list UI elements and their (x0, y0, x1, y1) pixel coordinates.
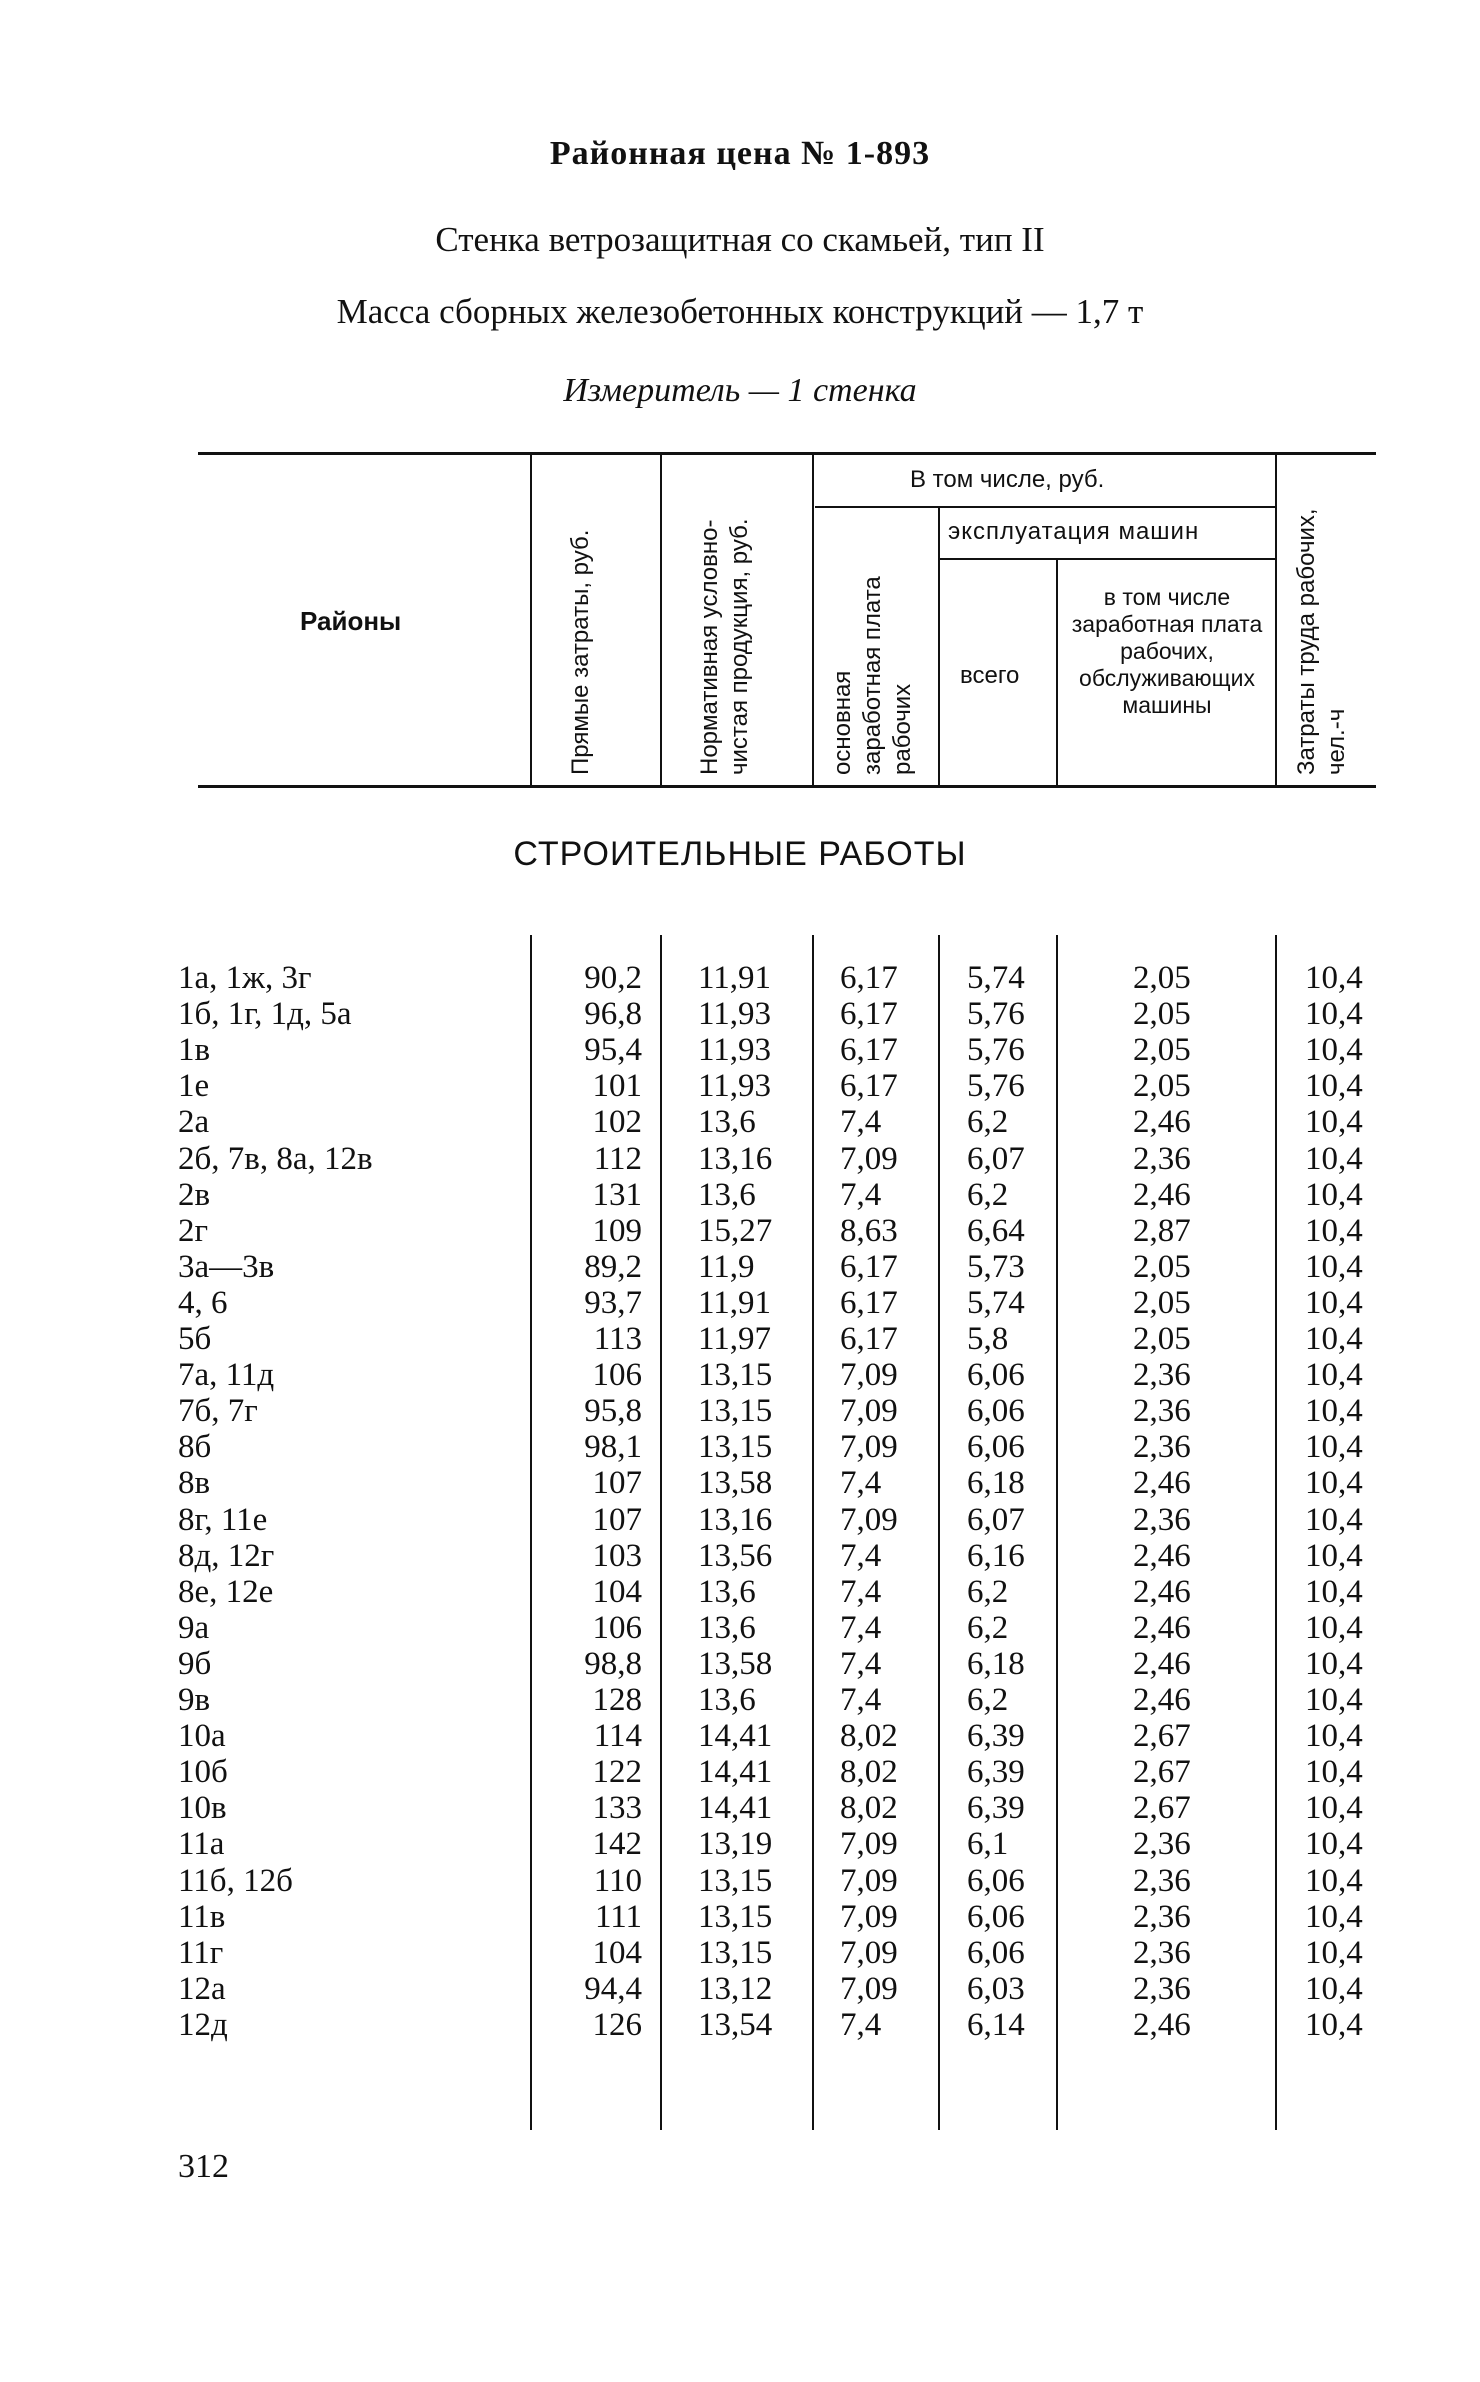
cell-normative: 13,19 (698, 1826, 773, 1863)
cell-machines-total: 6,1 (967, 1826, 1009, 1863)
cell-labor: 10,4 (1305, 1068, 1363, 1105)
cell-machines-wage: 2,67 (1133, 1790, 1191, 1827)
table-row (0, 960, 1480, 996)
header-direct-costs (566, 475, 596, 775)
cell-normative: 13,58 (698, 1645, 773, 1682)
cell-direct-costs: 110 (593, 1862, 642, 1899)
header-base-wage-text: основная заработная плата рабочих (829, 576, 916, 775)
header-total: всего (960, 662, 1020, 689)
cell-labor: 10,4 (1305, 1970, 1363, 2007)
cell-district: 8б (178, 1429, 212, 1466)
cell-machines-total: 5,76 (967, 1068, 1025, 1105)
cell-district: 11б, 12б (178, 1862, 293, 1899)
header-labor (1292, 505, 1352, 775)
cell-machines-wage: 2,67 (1133, 1754, 1191, 1791)
cell-district: 10в (178, 1790, 227, 1827)
cell-direct-costs: 95,8 (584, 1393, 642, 1430)
header-divider-3 (812, 455, 814, 785)
cell-district: 1б, 1г, 1д, 5а (178, 996, 352, 1033)
cell-machines-total: 6,07 (967, 1501, 1025, 1538)
header-machine-wage: в том числе заработная плата рабочих, обслуживающих машины (1071, 584, 1263, 718)
cell-base-wage: 7,09 (840, 1826, 898, 1863)
cell-normative: 13,15 (698, 1934, 773, 1971)
table-row (0, 1971, 1480, 2007)
table-row (0, 1646, 1480, 1682)
machines-rule (940, 558, 1275, 560)
cell-normative: 11,93 (698, 996, 772, 1033)
cell-labor: 10,4 (1305, 1357, 1363, 1394)
cell-direct-costs: 103 (592, 1537, 642, 1574)
cell-direct-costs: 128 (592, 1682, 642, 1718)
cell-direct-costs: 104 (592, 1934, 642, 1971)
cell-direct-costs: 102 (592, 1104, 642, 1141)
cell-district: 9б (178, 1645, 212, 1682)
cell-base-wage: 7,4 (840, 1176, 882, 1213)
cell-machines-wage: 2,05 (1133, 1284, 1191, 1321)
table-row (0, 1826, 1480, 1862)
cell-machines-total: 6,39 (967, 1718, 1025, 1755)
cell-direct-costs: 133 (592, 1790, 642, 1827)
header-divider-6 (1275, 455, 1277, 785)
table-row (0, 1754, 1480, 1790)
cell-machines-wage: 2,36 (1133, 1934, 1191, 1971)
cell-normative: 11,93 (698, 1068, 772, 1105)
cell-base-wage: 7,09 (840, 1862, 898, 1899)
cell-base-wage: 7,09 (840, 1934, 898, 1971)
cell-district: 3а—3в (178, 1248, 275, 1285)
cell-normative: 14,41 (698, 1754, 773, 1791)
cell-machines-total: 6,39 (967, 1754, 1025, 1791)
cell-labor: 10,4 (1305, 1321, 1363, 1357)
header-divider-4 (938, 508, 940, 785)
cell-base-wage: 7,4 (840, 1573, 882, 1610)
cell-machines-total: 6,07 (967, 1140, 1025, 1177)
table-row (0, 1465, 1480, 1501)
cell-machines-wage: 2,36 (1133, 1140, 1191, 1177)
cell-base-wage: 7,4 (840, 1104, 882, 1141)
table-row (0, 2007, 1480, 2043)
table-row (0, 1429, 1480, 1465)
cell-machines-wage: 2,46 (1133, 1465, 1191, 1502)
cell-labor: 10,4 (1305, 1862, 1363, 1899)
header-divider-2 (660, 455, 662, 785)
table-row (0, 1032, 1480, 1068)
cell-machines-wage: 2,36 (1133, 1501, 1191, 1538)
table-row (0, 1863, 1480, 1899)
section-title: СТРОИТЕЛЬНЫЕ РАБОТЫ (513, 835, 967, 873)
cell-machines-wage: 2,05 (1133, 960, 1191, 996)
cell-direct-costs: 90,2 (584, 960, 642, 996)
cell-labor: 10,4 (1305, 1718, 1363, 1755)
cell-labor: 10,4 (1305, 1465, 1363, 1502)
cell-district: 8д, 12г (178, 1537, 275, 1574)
cell-base-wage: 7,09 (840, 1429, 898, 1466)
cell-normative: 13,58 (698, 1465, 773, 1502)
cell-base-wage: 7,09 (840, 1357, 898, 1394)
cell-direct-costs: 106 (592, 1357, 642, 1394)
cell-base-wage: 8,02 (840, 1718, 898, 1755)
cell-labor: 10,4 (1305, 960, 1363, 996)
cell-district: 12д (178, 2006, 228, 2043)
cell-base-wage: 8,02 (840, 1790, 898, 1827)
cell-machines-total: 6,18 (967, 1465, 1025, 1502)
cell-machines-total: 6,2 (967, 1609, 1009, 1646)
cell-direct-costs: 94,4 (584, 1970, 642, 2007)
cell-machines-total: 5,76 (967, 1032, 1025, 1069)
cell-direct-costs: 142 (592, 1826, 642, 1863)
header-divider-1 (530, 455, 532, 785)
cell-base-wage: 6,17 (840, 960, 898, 996)
cell-normative: 13,6 (698, 1573, 756, 1610)
cell-district: 8е, 12е (178, 1573, 274, 1610)
cell-normative: 11,93 (698, 1032, 772, 1069)
cell-direct-costs: 106 (592, 1609, 642, 1646)
cell-normative: 13,54 (698, 2006, 773, 2043)
cell-district: 2а (178, 1104, 210, 1141)
table-row (0, 1213, 1480, 1249)
header-direct-costs-text: Прямые затраты, руб. (567, 529, 594, 775)
cell-district: 7а, 11д (178, 1357, 275, 1394)
cell-machines-wage: 2,36 (1133, 1970, 1191, 2007)
cell-machines-wage: 2,46 (1133, 1609, 1191, 1646)
cell-normative: 13,6 (698, 1609, 756, 1646)
cell-machines-wage: 2,36 (1133, 1898, 1191, 1935)
cell-machines-total: 6,06 (967, 1393, 1025, 1430)
cell-machines-wage: 2,05 (1133, 1321, 1191, 1357)
cell-machines-total: 6,06 (967, 1934, 1025, 1971)
cell-labor: 10,4 (1305, 1284, 1363, 1321)
cell-district: 5б (178, 1321, 212, 1357)
cell-machines-total: 6,06 (967, 1898, 1025, 1935)
cell-base-wage: 7,09 (840, 1140, 898, 1177)
cell-district: 1а, 1ж, 3г (178, 960, 312, 996)
cell-labor: 10,4 (1305, 1754, 1363, 1791)
cell-machines-wage: 2,05 (1133, 1248, 1191, 1285)
cell-normative: 15,27 (698, 1212, 773, 1249)
cell-machines-wage: 2,46 (1133, 1573, 1191, 1610)
cell-labor: 10,4 (1305, 1573, 1363, 1610)
cell-machines-wage: 2,87 (1133, 1212, 1191, 1249)
cell-district: 2б, 7в, 8а, 12в (178, 1140, 373, 1177)
cell-district: 2в (178, 1176, 211, 1213)
cell-machines-wage: 2,46 (1133, 1682, 1191, 1718)
cell-base-wage: 8,02 (840, 1754, 898, 1791)
cell-machines-wage: 2,46 (1133, 2006, 1191, 2043)
cell-machines-wage: 2,36 (1133, 1862, 1191, 1899)
page-title: Районная цена № 1-893 (549, 135, 931, 172)
cell-district: 11г (178, 1934, 224, 1971)
header-districts: Районы (300, 606, 402, 636)
cell-normative: 13,15 (698, 1393, 773, 1430)
unit-line: Измеритель — 1 стенка (563, 372, 917, 409)
cell-district: 8г, 11е (178, 1501, 268, 1538)
table-row (0, 996, 1480, 1032)
cell-machines-total: 6,14 (967, 2006, 1025, 2043)
cell-normative: 11,97 (698, 1321, 772, 1357)
cell-machines-wage: 2,46 (1133, 1645, 1191, 1682)
cell-district: 10б (178, 1754, 228, 1791)
header-machine-operation: эксплуатация машин (948, 518, 1200, 545)
cell-machines-total: 6,06 (967, 1429, 1025, 1466)
cell-base-wage: 7,09 (840, 1970, 898, 2007)
cell-machines-total: 6,64 (967, 1212, 1025, 1249)
cell-machines-total: 6,2 (967, 1573, 1009, 1610)
cell-machines-wage: 2,05 (1133, 996, 1191, 1033)
cell-labor: 10,4 (1305, 1248, 1363, 1285)
cell-labor: 10,4 (1305, 1429, 1363, 1466)
cell-labor: 10,4 (1305, 1501, 1363, 1538)
cell-direct-costs: 113 (593, 1321, 642, 1357)
cell-machines-total: 6,18 (967, 1645, 1025, 1682)
cell-machines-wage: 2,05 (1133, 1068, 1191, 1105)
cell-labor: 10,4 (1305, 1898, 1363, 1935)
cell-normative: 11,91 (698, 1284, 772, 1321)
cell-district: 9а (178, 1609, 210, 1646)
cell-direct-costs: 107 (592, 1501, 642, 1538)
cell-district: 4, 6 (178, 1284, 228, 1321)
cell-direct-costs: 114 (593, 1718, 642, 1755)
cell-base-wage: 7,4 (840, 1609, 882, 1646)
table-row (0, 1682, 1480, 1718)
cell-direct-costs: 111 (594, 1898, 642, 1935)
cell-machines-total: 6,2 (967, 1176, 1009, 1213)
cell-direct-costs: 107 (592, 1465, 642, 1502)
cell-direct-costs: 131 (592, 1176, 642, 1213)
cell-base-wage: 7,4 (840, 1537, 882, 1574)
table-row (0, 1718, 1480, 1754)
table-row (0, 1502, 1480, 1538)
cell-direct-costs: 89,2 (584, 1248, 642, 1285)
cell-district: 10а (178, 1718, 226, 1755)
cell-labor: 10,4 (1305, 1176, 1363, 1213)
cell-direct-costs: 112 (593, 1140, 642, 1177)
cell-labor: 10,4 (1305, 1212, 1363, 1249)
cell-base-wage: 8,63 (840, 1212, 898, 1249)
cell-base-wage: 7,09 (840, 1501, 898, 1538)
cell-direct-costs: 122 (592, 1754, 642, 1791)
cell-base-wage: 6,17 (840, 1032, 898, 1069)
table-row (0, 1935, 1480, 1971)
cell-machines-wage: 2,36 (1133, 1429, 1191, 1466)
cell-direct-costs: 126 (592, 2006, 642, 2043)
cell-machines-wage: 2,46 (1133, 1104, 1191, 1141)
header-divider-5 (1056, 560, 1058, 785)
table-row (0, 1177, 1480, 1213)
cell-labor: 10,4 (1305, 1104, 1363, 1141)
cell-district: 9в (178, 1682, 211, 1718)
table-row (0, 1790, 1480, 1826)
header-base-wage (828, 550, 918, 775)
cell-machines-total: 5,74 (967, 960, 1025, 996)
cell-labor: 10,4 (1305, 996, 1363, 1033)
cell-normative: 14,41 (698, 1718, 773, 1755)
cell-machines-total: 6,06 (967, 1357, 1025, 1394)
cell-normative: 13,6 (698, 1176, 756, 1213)
cell-normative: 13,6 (698, 1104, 756, 1141)
table-row (0, 1899, 1480, 1935)
header-normative (695, 465, 755, 775)
cell-machines-wage: 2,46 (1133, 1537, 1191, 1574)
cell-labor: 10,4 (1305, 1790, 1363, 1827)
cell-machines-wage: 2,05 (1133, 1032, 1191, 1069)
cell-district: 1в (178, 1032, 211, 1069)
cell-direct-costs: 98,8 (584, 1645, 642, 1682)
cell-direct-costs: 98,1 (584, 1429, 642, 1466)
cell-district: 11а (178, 1826, 225, 1863)
cell-machines-total: 6,03 (967, 1970, 1025, 2007)
cell-normative: 13,56 (698, 1537, 773, 1574)
table-row (0, 1357, 1480, 1393)
cell-machines-wage: 2,36 (1133, 1826, 1191, 1863)
cell-machines-total: 5,73 (967, 1248, 1025, 1285)
header-bottom-rule (198, 785, 1376, 788)
mass-line: Масса сборных железобетонных конструкций — 1,7 т (336, 292, 1144, 331)
cell-district: 12а (178, 1970, 226, 2007)
cell-labor: 10,4 (1305, 1537, 1363, 1574)
cell-base-wage: 7,09 (840, 1898, 898, 1935)
cell-machines-wage: 2,67 (1133, 1718, 1191, 1755)
cell-machines-total: 5,76 (967, 996, 1025, 1033)
cell-base-wage: 7,09 (840, 1393, 898, 1430)
cell-base-wage: 6,17 (840, 1248, 898, 1285)
cell-district: 7б, 7г (178, 1393, 258, 1430)
cell-base-wage: 7,4 (840, 1465, 882, 1502)
cell-district: 1е (178, 1068, 210, 1105)
cell-direct-costs: 95,4 (584, 1032, 642, 1069)
cell-district: 8в (178, 1465, 211, 1502)
cell-labor: 10,4 (1305, 1609, 1363, 1646)
including-rule (815, 506, 1275, 508)
table-row (0, 1141, 1480, 1177)
cell-machines-wage: 2,46 (1133, 1176, 1191, 1213)
cell-machines-total: 6,16 (967, 1537, 1025, 1574)
cell-base-wage: 6,17 (840, 1321, 898, 1357)
cell-district: 2г (178, 1212, 209, 1249)
cell-normative: 13,6 (698, 1682, 756, 1718)
cell-normative: 13,12 (698, 1970, 773, 2007)
cell-direct-costs: 96,8 (584, 996, 642, 1033)
page-number: 312 (178, 2148, 229, 2185)
table-row (0, 1321, 1480, 1357)
cell-direct-costs: 104 (592, 1573, 642, 1610)
table-row (0, 1610, 1480, 1646)
cell-normative: 13,15 (698, 1357, 773, 1394)
cell-normative: 11,91 (698, 960, 772, 996)
cell-direct-costs: 101 (592, 1068, 642, 1105)
cell-labor: 10,4 (1305, 1140, 1363, 1177)
header-labor-text: Затраты труда рабочих, чел.-ч (1293, 508, 1350, 775)
cell-machines-total: 6,2 (967, 1682, 1009, 1718)
cell-machines-total: 6,06 (967, 1862, 1025, 1899)
cell-labor: 10,4 (1305, 2006, 1363, 2043)
cell-labor: 10,4 (1305, 1682, 1363, 1718)
cell-machines-wage: 2,36 (1133, 1393, 1191, 1430)
table-row (0, 1393, 1480, 1429)
cell-direct-costs: 93,7 (584, 1284, 642, 1321)
table-row (0, 1574, 1480, 1610)
cell-normative: 13,15 (698, 1898, 773, 1935)
cell-labor: 10,4 (1305, 1032, 1363, 1069)
cell-base-wage: 6,17 (840, 996, 898, 1033)
cell-machines-total: 6,2 (967, 1104, 1009, 1141)
header-normative-text: Нормативная условно-чистая продукция, руб. (696, 518, 753, 775)
cell-district: 11в (178, 1898, 226, 1935)
cell-normative: 13,16 (698, 1140, 773, 1177)
cell-labor: 10,4 (1305, 1826, 1363, 1863)
cell-labor: 10,4 (1305, 1393, 1363, 1430)
cell-base-wage: 7,4 (840, 2006, 882, 2043)
cell-base-wage: 6,17 (840, 1068, 898, 1105)
subtitle: Стенка ветрозащитная со скамьей, тип II (435, 220, 1045, 259)
cell-normative: 13,15 (698, 1429, 773, 1466)
cell-base-wage: 7,4 (840, 1682, 882, 1718)
cell-machines-total: 6,39 (967, 1790, 1025, 1827)
cell-base-wage: 6,17 (840, 1284, 898, 1321)
cell-machines-wage: 2,36 (1133, 1357, 1191, 1394)
cell-machines-total: 5,8 (967, 1321, 1009, 1357)
cell-normative: 13,16 (698, 1501, 773, 1538)
header-top-rule (198, 452, 1376, 455)
cell-normative: 13,15 (698, 1862, 773, 1899)
cell-normative: 11,9 (698, 1248, 755, 1285)
table-row (0, 1249, 1480, 1285)
table-row (0, 1538, 1480, 1574)
cell-direct-costs: 109 (592, 1212, 642, 1249)
cell-labor: 10,4 (1305, 1645, 1363, 1682)
table-row (0, 1068, 1480, 1104)
cell-normative: 14,41 (698, 1790, 773, 1827)
cell-machines-total: 5,74 (967, 1284, 1025, 1321)
cell-labor: 10,4 (1305, 1934, 1363, 1971)
table-row (0, 1104, 1480, 1140)
header-including: В том числе, руб. (910, 466, 1105, 493)
table-row (0, 1285, 1480, 1321)
cell-base-wage: 7,4 (840, 1645, 882, 1682)
